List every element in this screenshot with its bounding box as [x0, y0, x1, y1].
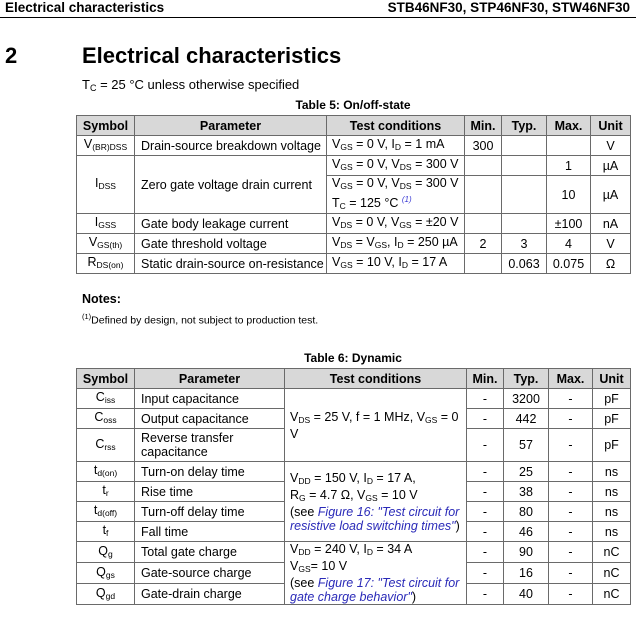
- symbol-cell: $t_r$: [77, 482, 135, 502]
- symbol-cell: $I_{GSS}$: [77, 214, 135, 234]
- test-condition-cell: $V_{GS} = 0$ V, $I_D = 1$ mA: [327, 136, 465, 156]
- symbol-cell: $V_{GS(th)}$: [77, 234, 135, 254]
- parameter-cell: Turn-off delay time: [135, 502, 285, 522]
- min-cell: -: [467, 389, 504, 409]
- section-number: 2: [5, 43, 18, 68]
- typ-cell: 0.063: [502, 254, 547, 274]
- unit-cell: Ω: [591, 254, 631, 274]
- test-condition-cell: $V_{DS} = 25$ V, f = 1 MHz, $V_{GS} = 0$ V: [285, 389, 467, 462]
- test-condition-note: $T_C = 25$ °C unless otherwise specified: [82, 77, 300, 93]
- unit-cell: nA: [591, 214, 631, 234]
- parameter-cell: Total gate charge: [135, 542, 285, 563]
- unit-cell: ns: [593, 522, 631, 542]
- symbol-cell: $Q_{gd}$: [77, 584, 135, 605]
- table6-caption: Table 6: Dynamic: [304, 351, 402, 365]
- max-cell: -: [549, 584, 593, 605]
- unit-cell: pF: [593, 429, 631, 462]
- symbol-cell: $t_{d(on)}$: [77, 462, 135, 482]
- typ-cell: 40: [504, 584, 549, 605]
- symbol-cell: $t_f$: [77, 522, 135, 542]
- notes-heading: Notes:: [82, 292, 121, 306]
- table-row: [77, 542, 631, 563]
- parameter-cell: Gate-drain charge: [135, 584, 285, 605]
- min-cell: 2: [465, 234, 502, 254]
- column-header: Unit: [593, 369, 631, 389]
- min-cell: -: [467, 563, 504, 584]
- test-condition-cell: $V_{GS} = 10$ V, $I_D = 17$ A: [327, 254, 465, 274]
- symbol-cell: $C_{rss}$: [77, 429, 135, 462]
- typ-cell: [502, 176, 547, 214]
- table-row: [77, 462, 631, 482]
- parameter-cell: Drain-source breakdown voltage: [135, 136, 327, 156]
- column-header: Min.: [467, 369, 504, 389]
- min-cell: [465, 254, 502, 274]
- unit-cell: ns: [593, 502, 631, 522]
- typ-cell: [502, 136, 547, 156]
- table-row: [77, 156, 631, 176]
- running-header: [0, 0, 636, 18]
- typ-cell: 57: [504, 429, 549, 462]
- parameter-cell: Output capacitance: [135, 409, 285, 429]
- parameter-cell: Turn-on delay time: [135, 462, 285, 482]
- test-condition-cell: $V_{DS} = 0$ V, $V_{GS} = \pm 20$ V: [327, 214, 465, 234]
- typ-cell: 16: [504, 563, 549, 584]
- max-cell: -: [549, 522, 593, 542]
- max-cell: -: [549, 563, 593, 584]
- min-cell: -: [467, 522, 504, 542]
- column-header: Max.: [549, 369, 593, 389]
- table-row: [77, 389, 631, 409]
- max-cell: -: [549, 502, 593, 522]
- min-cell: 300: [465, 136, 502, 156]
- dynamic-table: [76, 368, 631, 605]
- column-header: Parameter: [135, 369, 285, 389]
- typ-cell: 442: [504, 409, 549, 429]
- table-row: [77, 136, 631, 156]
- unit-cell: µA: [591, 176, 631, 214]
- max-cell: -: [549, 542, 593, 563]
- parameter-cell: Fall time: [135, 522, 285, 542]
- column-header: Test conditions: [285, 369, 467, 389]
- symbol-cell: $Q_g$: [77, 542, 135, 563]
- unit-cell: V: [591, 234, 631, 254]
- test-condition-cell: $V_{DD} = 150$ V, $I_D = 17$ A, $R_G = 4.7$ Ω, $V_{GS} = 10$ V (see Figure 16: "Test circuit for resistive load switching times"): [285, 462, 467, 542]
- header-part-numbers: STB46NF30, STP46NF30, STW46NF30: [387, 0, 630, 15]
- typ-cell: 80: [504, 502, 549, 522]
- table-row: [77, 254, 631, 274]
- table-row: [77, 214, 631, 234]
- unit-cell: ns: [593, 462, 631, 482]
- typ-cell: [502, 214, 547, 234]
- column-header: Max.: [547, 116, 591, 136]
- table-row: [77, 234, 631, 254]
- column-header: Symbol: [77, 116, 135, 136]
- typ-cell: [502, 156, 547, 176]
- column-header: Parameter: [135, 116, 327, 136]
- column-header: Min.: [465, 116, 502, 136]
- typ-cell: 46: [504, 522, 549, 542]
- max-cell: 10: [547, 176, 591, 214]
- min-cell: -: [467, 584, 504, 605]
- test-condition-cell: $V_{DD} = 240$ V, $I_D = 34$ A $V_{GS}= 10$ V (see Figure 17: "Test circuit for gate charge behavior"): [285, 542, 467, 605]
- max-cell: [547, 136, 591, 156]
- column-header: Test conditions: [327, 116, 465, 136]
- table6-header-row: [77, 369, 631, 389]
- typ-cell: 90: [504, 542, 549, 563]
- typ-cell: 3: [502, 234, 547, 254]
- min-cell: [465, 214, 502, 234]
- header-left-title: Electrical characteristics: [5, 0, 165, 15]
- min-cell: -: [467, 502, 504, 522]
- parameter-cell: Input capacitance: [135, 389, 285, 409]
- unit-cell: ns: [593, 482, 631, 502]
- parameter-cell: Reverse transfer capacitance: [135, 429, 285, 462]
- symbol-cell: $Q_{gs}$: [77, 563, 135, 584]
- column-header: Typ.: [504, 369, 549, 389]
- symbol-cell: $V_{(BR)DSS}$: [77, 136, 135, 156]
- column-header: Symbol: [77, 369, 135, 389]
- min-cell: -: [467, 409, 504, 429]
- max-cell: 1: [547, 156, 591, 176]
- test-condition-cell: $V_{GS} = 0$ V, $V_{DS} = 300$ V: [327, 156, 465, 176]
- symbol-cell: $t_{d(off)}$: [77, 502, 135, 522]
- parameter-cell: Gate-source charge: [135, 563, 285, 584]
- symbol-cell: $R_{DS(on)}$: [77, 254, 135, 274]
- symbol-cell: $C_{iss}$: [77, 389, 135, 409]
- unit-cell: nC: [593, 563, 631, 584]
- symbol-cell: $I_{DSS}$: [77, 156, 135, 214]
- unit-cell: µA: [591, 156, 631, 176]
- max-cell: 0.075: [547, 254, 591, 274]
- on-off-state-table: [76, 115, 631, 274]
- unit-cell: nC: [593, 584, 631, 605]
- max-cell: -: [549, 482, 593, 502]
- min-cell: -: [467, 462, 504, 482]
- test-condition-cell: $V_{DS} = V_{GS}$, $I_D = 250$ µA: [327, 234, 465, 254]
- max-cell: -: [549, 462, 593, 482]
- min-cell: -: [467, 542, 504, 563]
- typ-cell: 38: [504, 482, 549, 502]
- max-cell: 4: [547, 234, 591, 254]
- max-cell: -: [549, 389, 593, 409]
- parameter-cell: Zero gate voltage drain current: [135, 156, 327, 214]
- min-cell: [465, 156, 502, 176]
- section-title: Electrical characteristics: [82, 43, 342, 68]
- test-condition-cell: $V_{GS} = 0$ V, $V_{DS} = 300$ V $T_C = 125$ °C $^{(1)}$: [327, 176, 465, 214]
- min-cell: -: [467, 429, 504, 462]
- parameter-cell: Rise time: [135, 482, 285, 502]
- min-cell: [465, 176, 502, 214]
- symbol-cell: $C_{oss}$: [77, 409, 135, 429]
- column-header: Typ.: [502, 116, 547, 136]
- max-cell: -: [549, 429, 593, 462]
- unit-cell: nC: [593, 542, 631, 563]
- parameter-cell: Gate body leakage current: [135, 214, 327, 234]
- min-cell: -: [467, 482, 504, 502]
- parameter-cell: Gate threshold voltage: [135, 234, 327, 254]
- table5-caption: Table 5: On/off-state: [295, 98, 411, 112]
- notes-footnote: $^{(1)}$Defined by design, not subject to production test.: [82, 312, 319, 327]
- table5-header-row: [77, 116, 631, 136]
- unit-cell: V: [591, 136, 631, 156]
- column-header: Unit: [591, 116, 631, 136]
- parameter-cell: Static drain-source on-resistance: [135, 254, 327, 274]
- max-cell: -: [549, 409, 593, 429]
- unit-cell: pF: [593, 409, 631, 429]
- max-cell: ±100: [547, 214, 591, 234]
- typ-cell: 3200: [504, 389, 549, 409]
- typ-cell: 25: [504, 462, 549, 482]
- unit-cell: pF: [593, 389, 631, 409]
